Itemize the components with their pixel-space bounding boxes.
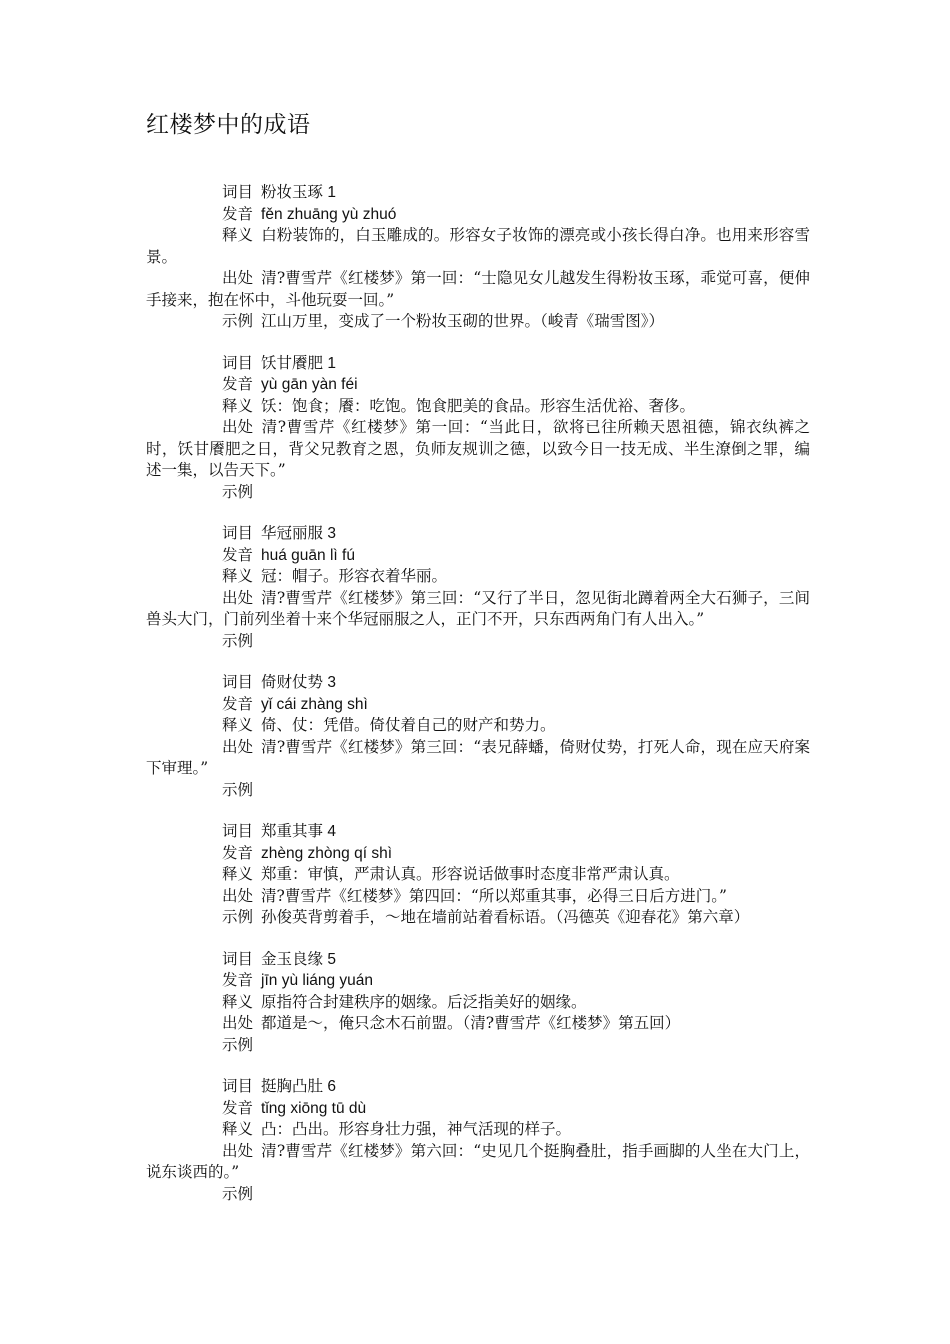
word-label: 词目 — [222, 949, 254, 968]
example-label: 示例 — [222, 312, 254, 330]
word-label: 词目 — [222, 183, 254, 201]
entry-source-line — [146, 886, 810, 908]
meaning-label: 释义 — [222, 226, 254, 244]
entry-example-line — [146, 1184, 810, 1206]
entry-word-line — [146, 1076, 810, 1098]
entry-pron: yù gān yàn féi — [261, 376, 358, 393]
example-label: 示例 — [222, 631, 254, 650]
entry-meaning-line — [146, 864, 810, 886]
entry-pron-line — [146, 374, 810, 396]
pron-label: 发音 — [222, 1098, 254, 1117]
idiom-entry — [146, 672, 810, 801]
entry-pron: tǐng xiōng tū dù — [261, 1099, 367, 1117]
entry-example-line — [146, 907, 810, 929]
entry-word-line — [146, 672, 810, 694]
entry-source: 清?曹雪芹《红楼梦》第六回：“史见几个挺胸叠肚，指手画脚的人坐在大门上，说东谈西的。” — [146, 1141, 810, 1181]
pron-label: 发音 — [222, 971, 254, 989]
pron-label: 发音 — [222, 375, 254, 393]
meaning-label: 释义 — [222, 865, 254, 883]
source-label: 出处 — [222, 1014, 254, 1032]
idiom-entry — [146, 353, 810, 504]
entry-word: 粉妆玉琢 1 — [261, 184, 336, 201]
example-label: 示例 — [222, 1035, 254, 1054]
idiom-entry — [146, 182, 810, 333]
example-label: 示例 — [222, 780, 254, 799]
entry-meaning-line — [146, 396, 810, 418]
entry-word-line — [146, 353, 810, 375]
entry-meaning: 倚、仗：凭借。倚仗着自己的财产和势力。 — [261, 716, 556, 734]
entry-meaning: 饫：饱食；餍：吃饱。饱食肥美的食品。形容生活优裕、奢侈。 — [261, 396, 696, 415]
entry-meaning: 郑重：审慎，严肃认真。形容说话做事时态度非常严肃认真。 — [261, 865, 680, 883]
entry-pron-line — [146, 204, 810, 226]
entry-pron-line — [146, 970, 810, 992]
word-label: 词目 — [222, 1077, 254, 1095]
source-label: 出处 — [222, 886, 254, 905]
meaning-label: 释义 — [222, 396, 254, 415]
pron-label: 发音 — [222, 204, 254, 223]
entry-word-line — [146, 182, 810, 204]
entry-source-line — [146, 737, 810, 780]
pron-label: 发音 — [222, 694, 254, 713]
entry-meaning-line — [146, 566, 810, 588]
entry-pron: huá guān lì fú — [261, 546, 355, 564]
word-label: 词目 — [222, 353, 254, 372]
entry-pron: yǐ cái zhàng shì — [261, 695, 368, 713]
entry-word: 饫甘餍肥 1 — [261, 354, 336, 372]
idiom-entry — [146, 1076, 810, 1205]
word-label: 词目 — [222, 673, 254, 691]
entry-example: 孙俊英背剪着手，～地在墙前站着看标语。（冯德英《迎春花》第六章） — [261, 908, 750, 926]
entry-source-line — [146, 1141, 810, 1184]
source-label: 出处 — [222, 1141, 254, 1160]
source-label: 出处 — [222, 588, 254, 607]
entry-source-line — [146, 268, 810, 311]
entry-example: 江山万里，变成了一个粉妆玉砌的世界。（峻青《瑞雪图》） — [261, 312, 665, 330]
meaning-label: 释义 — [222, 567, 254, 585]
pron-label: 发音 — [222, 545, 254, 564]
meaning-label: 释义 — [222, 716, 254, 734]
entry-source: 清?曹雪芹《红楼梦》第一回：“士隐见女儿越发生得粉妆玉琢，乖觉可喜，便伸手接来，抱在怀中，斗他玩耍一回。” — [146, 269, 810, 309]
entry-pron-line — [146, 545, 810, 567]
entry-word: 郑重其事 4 — [261, 823, 336, 840]
entry-source: 都道是～，俺只念木石前盟。（清?曹雪芹《红楼梦》第五回） — [261, 1014, 681, 1032]
entry-meaning-line — [146, 992, 810, 1014]
entry-source-line — [146, 1013, 810, 1035]
entry-word-line — [146, 821, 810, 843]
entry-pron: zhèng zhòng qí shì — [261, 844, 393, 862]
example-label: 示例 — [222, 908, 254, 926]
entry-word-line — [146, 949, 810, 971]
entry-source: 清?曹雪芹《红楼梦》第三回：“表兄薛蟠，倚财仗势，打死人命，现在应天府案下审理。” — [146, 737, 810, 777]
entry-meaning: 原指符合封建秩序的姻缘。后泛指美好的姻缘。 — [261, 992, 587, 1011]
example-label: 示例 — [222, 1184, 254, 1203]
entry-example-line — [146, 311, 810, 333]
entry-meaning-line — [146, 1119, 810, 1141]
entry-meaning: 冠：帽子。形容衣着华丽。 — [261, 567, 448, 585]
meaning-label: 释义 — [222, 1120, 254, 1138]
idiom-entry — [146, 523, 810, 652]
entry-source: 清?曹雪芹《红楼梦》第四回：“所以郑重其事，必得三日后方进门。” — [261, 886, 727, 905]
entry-example-line — [146, 1035, 810, 1057]
entry-source-line — [146, 417, 810, 482]
entry-pron-line — [146, 843, 810, 865]
pron-label: 发音 — [222, 843, 254, 862]
page-title: 红楼梦中的成语 — [146, 112, 311, 138]
entry-pron: jīn yù liáng yuán — [261, 972, 374, 989]
idiom-entry — [146, 949, 810, 1057]
entry-pron-line — [146, 694, 810, 716]
word-label: 词目 — [222, 524, 254, 542]
meaning-label: 释义 — [222, 992, 254, 1011]
entry-example-line — [146, 631, 810, 653]
entry-pron-line — [146, 1098, 810, 1120]
entry-source: 清?曹雪芹《红楼梦》第一回：“当此日，欲将已往所赖天恩祖德，锦衣纨裤之时，饫甘餍肥之日，背父兄教育之恩，负师友规训之德，以致今日一技无成、半生潦倒之罪，编述一集，以告天下。” — [146, 418, 810, 479]
entry-word: 倚财仗势 3 — [261, 674, 336, 691]
document-page — [146, 108, 810, 1225]
entry-meaning: 凸：凸出。形容身壮力强，神气活现的样子。 — [261, 1120, 572, 1138]
word-label: 词目 — [222, 822, 254, 840]
entry-word: 挺胸凸肚 6 — [261, 1078, 336, 1095]
source-label: 出处 — [222, 418, 254, 436]
entry-meaning: 白粉装饰的，白玉雕成的。形容女子妆饰的漂亮或小孩长得白净。也用来形容雪景。 — [146, 226, 810, 266]
source-label: 出处 — [222, 737, 254, 756]
entry-word: 金玉良缘 5 — [261, 950, 336, 968]
entry-source: 清?曹雪芹《红楼梦》第三回：“又行了半日，忽见街北蹲着两全大石狮子，三间兽头大门，门前列坐着十来个华冠丽服之人，正门不开，只东西两角门有人出入。” — [146, 588, 810, 628]
entry-meaning-line — [146, 225, 810, 268]
entry-example-line — [146, 482, 810, 504]
idiom-entry — [146, 821, 810, 929]
entry-source-line — [146, 588, 810, 631]
entry-meaning-line — [146, 715, 810, 737]
entry-word-line — [146, 523, 810, 545]
entry-pron: fěn zhuāng yù zhuó — [261, 205, 397, 223]
example-label: 示例 — [222, 482, 254, 501]
entry-word: 华冠丽服 3 — [261, 525, 336, 542]
source-label: 出处 — [222, 269, 254, 287]
entry-example-line — [146, 780, 810, 802]
